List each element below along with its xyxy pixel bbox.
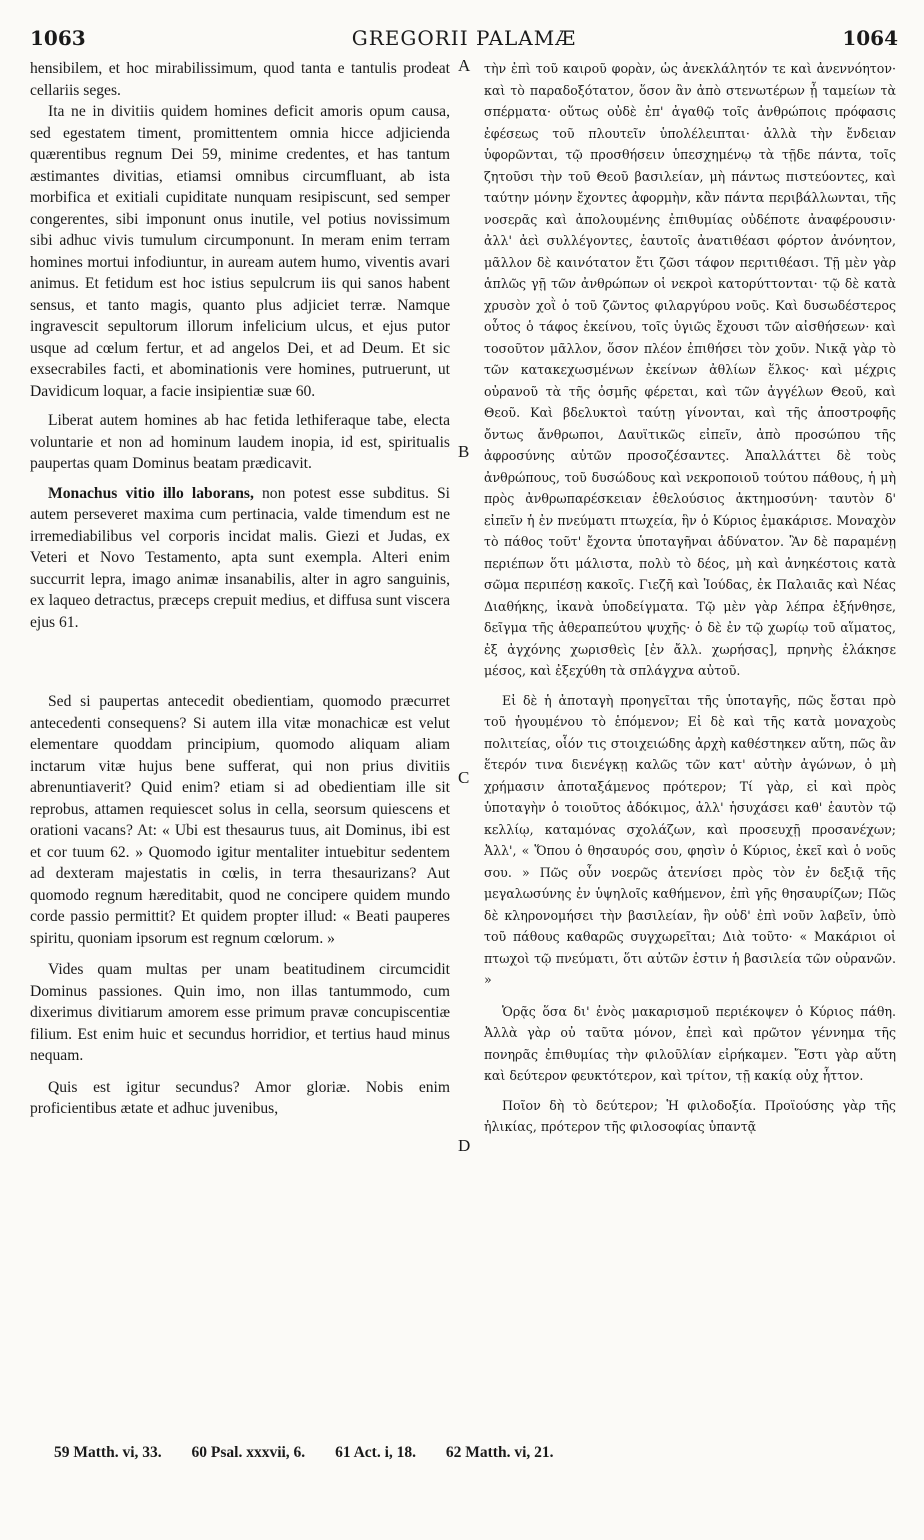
latin-column bbox=[30, 58, 450, 1120]
footnote: 62 Matth. vi, 21. bbox=[445, 1444, 554, 1461]
margin-marker-a: A bbox=[458, 56, 471, 75]
running-title: GREGORII PALAMÆ bbox=[351, 26, 577, 50]
greek-paragraph: Εἰ δὲ ἡ ἀποταγὴ προηγεῖται τῆς ὑποταγῆς, πῶς ἔσται πρὸ τοῦ ἡγουμένου τὸ ἑπόμενον; Εἰ δὲ καὶ τῆς κατὰ μοναχοὺς πολιτείας, οἷόν τις στοιχειώδης ἀρχὴ καθέστηκεν αὕτη, πῶς ἂν ἕτερόν τινα διενέγκῃ καλῶς τῶν κατ' αὐτὴν ἀγώνων, ὁ μὴ χρήμασιν ἀποταξάμενος πρότερον; Τί γὰρ, εἰ καὶ πρὸς ὑποταγὴν ὁ τοιοῦτος ἀδόκιμος, ἀλλ' ἡσυχάσει καθ' ἑαυτὸν τῷ κελλίῳ, καταμόνας σχολάζων, καὶ προσευχῇ προσανέχων; Ἀλλ', « Ὅπου ὁ θησαυρός σου, φησὶν ὁ Κύριος, ἐκεῖ καὶ ὁ νοῦς σου. » Πῶς οὖν νοερῶς ἀτενίσει πρὸς τὸν ἐν δεξιᾷ τῆς μεγαλωσύνης ἐν ὑψηλοῖς καθήμενον, ἐπὶ γῆς θησαυρίζων; Πῶς δὲ κληρονομήσει τὴν βασιλείαν, ἣν οὐδ' ἐπὶ νοῦν λαβεῖν, ὑπὸ τοῦ πάθους καθαρῶς συγχωρεῖται; Διὰ τοῦτο· « Μακάριοι οἱ πτωχοὶ τῷ πνεύματι, ὅτι αὐτῶν ἐστιν ἡ βασιλεία τῶν οὐρανῶν. » bbox=[484, 692, 896, 987]
latin-paragraph: Quis est igitur secundus? Amor gloriæ. Nobis enim proficientibus ætate et adhuc juvenibus, bbox=[30, 1078, 450, 1117]
latin-bold-lead: Monachus vitio illo laborans, bbox=[48, 484, 254, 502]
latin-paragraph bbox=[30, 483, 450, 634]
latin-paragraph: Ita ne in divitiis quidem homines deficit amoris opum causa, sed egestatem timent, promittentem omnia hicce adjicienda quærentibus regnum Dei 59, minime credentes, et has tantum æstimantes divitias, etiamsi omnibus circumfluant, ab ista morbifica et exitiali cupiditate nunquam resipiscunt, sed semper congerentes, sibi imponunt onus inutile, vel potius novissimum sibi adhuc vivis tumulum circumponunt. In meram enim terram homines mortui infodiuntur, in auream autem humo, viventis avari animus. Et fetidum est hoc istius sepulcrum iis qui sanos habent sensus, et tanto magis, quanto plus adjiciet terræ. Namque ingravescit sepultorum illorum infelicium ulcus, et ejus putor usque ad cœlum fertur, et ad angelos Dei, et ad Deum. Et sic exsecrabiles facti, et abominationis vere homines, putruerunt, ut Davidicum loquar, a facie insipientiæ suæ 60. bbox=[30, 103, 450, 400]
footnotes bbox=[54, 1444, 894, 1462]
footnote: 59 Matth. vi, 33. bbox=[54, 1444, 162, 1461]
page-number-left: 1063 bbox=[30, 26, 86, 50]
margin-marker-d: D bbox=[458, 1136, 471, 1155]
latin-paragraph-text: non potest esse subditus. Si autem perseveret maxima cum pertinacia, valde timendum est ne irremediabilibus vel corporis incidat malis. Giezi et Judas, ex Veteri et Novo Testamento, apta sunt exempla. Alteri enim succurrit lepra, imago animæ insanabilis, alter in agro sanguinis, ex laqueo detractus, præceps crepuit medius, et diffusa sunt viscera ejus 61. bbox=[30, 484, 450, 631]
latin-paragraph: hensibilem, et hoc mirabilissimum, quod tanta e tantulis prodeat cellariis seges. bbox=[30, 60, 450, 99]
greek-paragraph: Ὁρᾷς ὅσα δι' ἑνὸς μακαρισμοῦ περιέκοψεν ὁ Κύριος πάθη. Ἀλλὰ γὰρ οὐ ταῦτα μόνον, ἐπεὶ καὶ πρῶτον γέννημα τῆς πονηρᾶς ἐπιθυμίας τὴν φιλοῦλίαν εἰρήκαμεν. Ἔστι γὰρ αὕτη καὶ δεύτερον φευκτότερον, καὶ τρίτον, τῇ κακίᾳ οὐχ ἧττον. bbox=[484, 1003, 896, 1083]
page-header bbox=[30, 26, 898, 56]
greek-paragraph: Ποῖον δὴ τὸ δεύτερον; Ἡ φιλοδοξία. Προϊούσης γὰρ τῆς ἡλικίας, πρότερον τῆς φιλοσοφίας ὑπαντᾷ bbox=[484, 1097, 896, 1134]
greek-column bbox=[484, 58, 896, 1138]
greek-paragraph: τὴν ἐπὶ τοῦ καιροῦ φορὰν, ὡς ἀνεκλάλητόν τε καὶ ἀνεννόητον· καὶ τὸ παραδοξότατον, ὅσον ἂν ἀπὸ στενωτέρων ᾖ ταμείων τὰ σπέρματα· οὕτως οὐδὲ ἐπ' ἀγαθῷ τοῖς ἀνθρώποις πρόφασις ἐφέσεως τοῦ πλουτεῖν ὑπολέλειπται· ἀλλὰ τὴν ἔνδειαν ὑφορῶνται, τῷ προσθήσειν ὑπεσχημένῳ τὰ τῇδε πάντα, τοῖς ζητοῦσι τὴν τοῦ Θεοῦ βασιλείαν, μὴ πάντως πιστεύοντες, καὶ ταύτην μόνην ἔχοντες ἀφορμὴν, κἂν πάντα περιβάλλωνται, τῆς νοσερᾶς καὶ ἀπολουμένης ἐπιθυμίας οὐδέποτε ἀναφέρουσιν· ἀλλ' ἀεὶ συλλέγοντες, ἑαυτοῖς ἀνατιθέασι φόρτον ἀνόνητον, μᾶλλον δὲ καινότατον ἔτι ζῶσι τάφον περιτιθέασι. Τῇ μὲν γὰρ ἁπλῶς γῇ τῶν ἀνθρώπων οἱ νεκροὶ κατορύττονται· τῷ δὲ κατὰ χρυσὸν χοῒ ὁ τοῦ ζῶντος φιλαργύρου νοῦς. Καὶ δυσωδέστερος οὗτος ὁ τάφος ἐκείνου, τοῖς ὑγιῶς ἔχουσι τῶν αἰσθήσεων· καὶ τοσοῦτον μᾶλλον, ὅσον πλέον ἐπιθήσει τὸν χοῦν. Νικᾷ γὰρ τὸ τῶν κατακεχωσμένων ἐκείνων ἀθλίων ἕλκος· καὶ μέχρις οὐρανοῦ τὰ τῆς ὀσμῆς φέρεται, καὶ τῶν ἀγγέλων Θεοῦ, καὶ Θεοῦ. Καὶ βδελυκτοὶ ταύτῃ γίνονται, καὶ τῆς ἀποστροφῆς ὄντως ἄνθρωποι, Δαυϊτικῶς εἰπεῖν, ἀπὸ προσώπου τῆς ἀφροσύνης αὐτῶν προσοζέσαντες. Ἀπαλλάττει δὲ τοὺς ἀνθρώπους, τοῦ δυσώδους καὶ νεκροποιοῦ τούτου πάθους, ἡ μὴ πρὸς ἀνθρωπαρέσκειαν ἐθελούσιος ἀκτημοσύνη· ταυτὸν δ' εἰπεῖν ἡ ἐν πνεύματι πτωχεία, ἣν ὁ Κύριος ἐμακάρισε. Μοναχὸν τὸ πάθος τοῦτ' ἔχοντα ὑποταγῆναι ἀδύνατον. Ἂν δὲ παραμένῃ περιέπων ὅτι μάλιστα, πολὺ τὸ δέος, μὴ καὶ ἀνηκέστοις κατὰ σῶμα περιπέσῃ κακοῖς. Γιεζῆ καὶ Ἰούδας, ἐκ Παλαιᾶς καὶ Νέας Διαθήκης, ἱκανὰ ὑποδείγματα. Τῷ μὲν γὰρ λέπρα ἐξήνθησε, δεῖγμα τῆς ἀθεραπεύτου ψυχῆς· ὁ δὲ ἐν τῷ χωρίῳ τοῦ αἵματος, ἐξ ἀγχόνης χωρισθεὶς [ἐν ἄλλ. χωρήσας], πρηνὴς ἐλάκησε μέσος, καὶ ἐξεχύθη τὰ σπλάγχνα αὐτοῦ. bbox=[484, 61, 896, 678]
margin-marker-b: B bbox=[458, 442, 470, 461]
footnote: 61 Act. i, 18. bbox=[335, 1444, 416, 1461]
page-number-right: 1064 bbox=[842, 26, 898, 50]
latin-paragraph: Sed si paupertas antecedit obedientiam, quomodo præcurret antecedenti consequens? Si autem illa vitæ monachicæ est velut elementare quoddam principium, quomodo aliquam aliam inctarum vitæ hujus bene sufferat, qui non prius divitiis abrenuntiaverit? Quid enim? etiam si ad obedientiam ille sit reprobus, attamen requiescet solus in cella, seorsum quiescens et orationi vacans? At: « Ubi est thesaurus tuus, ait Dominus, ibi est et cor tuum 62. » Quomodo igitur mentaliter intuebitur sedentem ad dexteram majestatis in cœlis, in terra thesaurizans? Aut quomodo regnum hæreditabit, quod ne concipere quidem mundo corde passio permittit? Et quidem propter illud: « Beati pauperes spiritu, quoniam ipsorum est regnum cœlorum. » bbox=[30, 693, 450, 947]
footnote: 60 Psal. xxxvii, 6. bbox=[191, 1444, 306, 1461]
latin-paragraph: Liberat autem homines ab hac fetida lethiferaque tabe, electa voluntarie et non ad hominum laudem inopia, id est, spiritualis paupertas quam Dominus beatam prædicavit. bbox=[30, 412, 450, 472]
latin-paragraph: Vides quam multas per unam beatitudinem circumcidit Dominus passiones. Quin imo, non illas tantummodo, cum dixerimus divitiarum amorem esse primum pravæ concupiscentiæ filium. Est enim huic et secundus horridior, et tertius haud minus nequam. bbox=[30, 961, 450, 1064]
margin-marker-c: C bbox=[458, 768, 470, 787]
